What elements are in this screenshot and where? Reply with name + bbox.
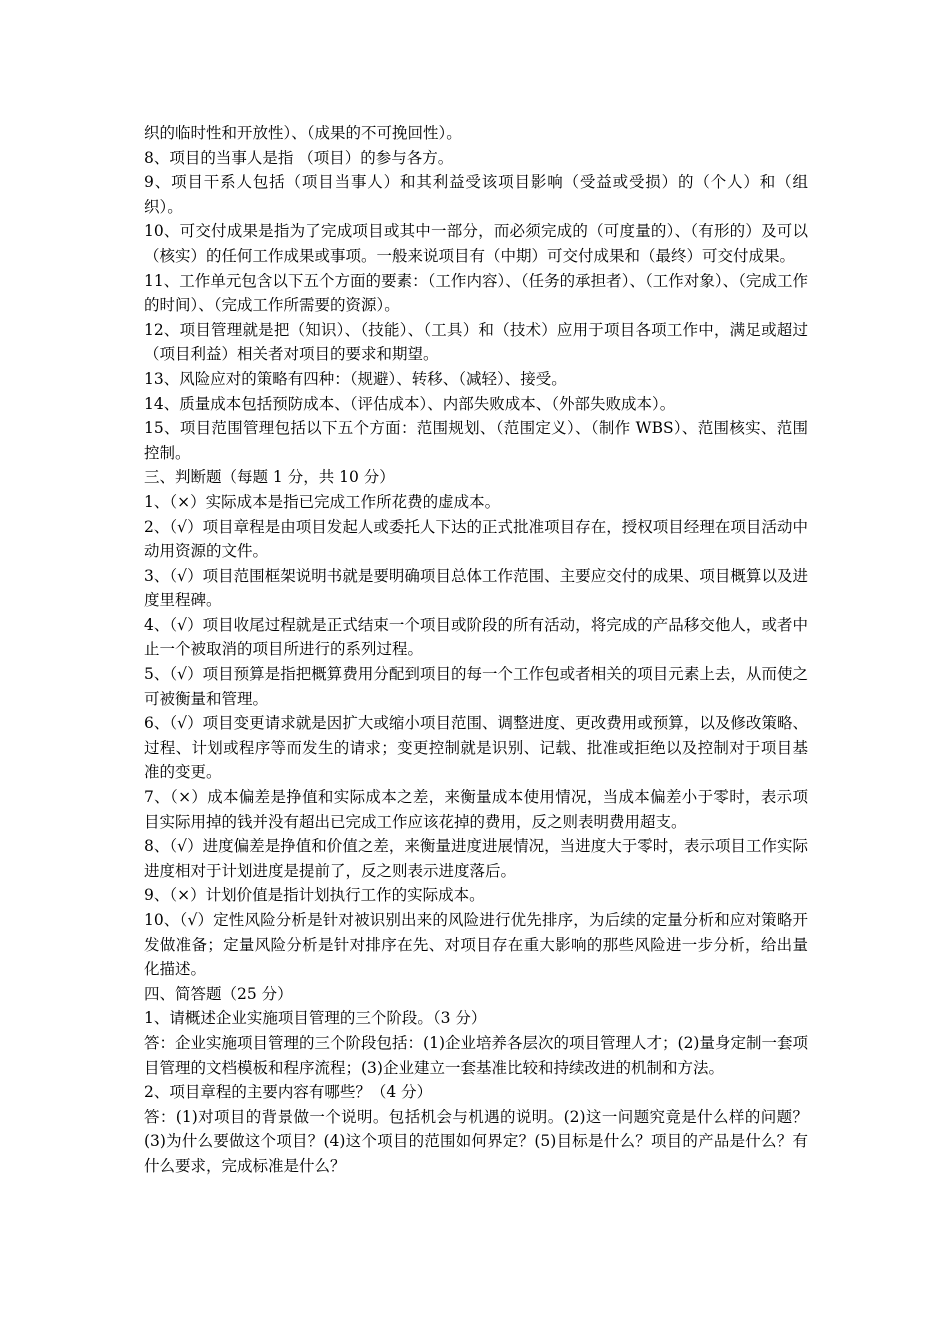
- paragraph-true-false-7: 7、（×）成本偏差是挣值和实际成本之差，来衡量成本使用情况，当成本偏差小于零时，表示项目实际用掉的钱并没有超出已完成工作应该花掉的费用，反之则表明费用超支。: [144, 788, 808, 831]
- paragraph-fill-blank-9: 9、项目干系人包括（项目当事人）和其利益受该项目影响（受益或受损）的（个人）和（组织）。: [144, 173, 808, 216]
- paragraph-question-1: 1、请概述企业实施项目管理的三个阶段。（3 分）: [144, 1009, 487, 1028]
- paragraph-true-false-3: 3、（√）项目范围框架说明书就是要明确项目总体工作范围、主要应交付的成果、项目概算以及进度里程碑。: [144, 566, 808, 610]
- document-page: [144, 121, 808, 1179]
- paragraph-fill-blank-14: 14、质量成本包括预防成本、（评估成本）、内部失败成本、（外部失败成本）。: [144, 394, 676, 413]
- paragraph-fill-blank-13: 13、风险应对的策略有四种：（规避）、转移、（减轻）、接受。: [144, 369, 567, 388]
- paragraph-fill-blank-11: 11、工作单元包含以下五个方面的要素：（工作内容）、（任务的承担者）、（工作对象）、（完成工作的时间）、（完成工作所需要的资源）。: [144, 271, 808, 315]
- paragraph-fill-blank-15: 15、项目范围管理包括以下五个方面：范围规划、（范围定义）、（制作 WBS）、范围核实、范围控制。: [144, 419, 808, 462]
- paragraph-fill-blank-10: 10、可交付成果是指为了完成项目或其中一部分，而必须完成的（可度量的）、（有形的）及可以（核实）的任何工作成果或事项。一般来说项目有（中期）可交付成果和（最终）可交付成果。: [144, 222, 808, 265]
- paragraph-answer-2: 答：(1)对项目的背景做一个说明。包括机会与机遇的说明。(2)这一问题究竟是什么样的问题？(3)为什么要做这个项目？(4)这个项目的范围如何界定？(5)目标是什么？项目的产品是什么？有什么要求，完成标准是什么？: [144, 1107, 808, 1175]
- paragraph-true-false-2: 2、（√）项目章程是由项目发起人或委托人下达的正式批准项目存在，授权项目经理在项目活动中动用资源的文件。: [144, 517, 808, 561]
- paragraph-true-false-9: 9、（×）计划价值是指计划执行工作的实际成本。: [144, 886, 485, 905]
- paragraph-fill-blank-12: 12、项目管理就是把（知识）、（技能）、（工具）和（技术）应用于项目各项工作中，满足或超过 （项目利益）相关者对项目的要求和期望。: [144, 320, 808, 364]
- paragraph-true-false-8: 8、（√）进度偏差是挣值和价值之差，来衡量进度进展情况，当进度大于零时，表示项目工作实际进度相对于计划进度是提前了，反之则表示进度落后。: [144, 837, 808, 880]
- paragraph-true-false-5: 5、（√）项目预算是指把概算费用分配到项目的每一个工作包或者相关的项目元素上去，从而使之可被衡量和管理。: [144, 665, 808, 708]
- paragraph-answer-1: 答：企业实施项目管理的三个阶段包括：(1)企业培养各层次的项目管理人才；(2)量身定制一套项目管理的文档模板和程序流程；(3)企业建立一套基准比较和持续改进的机制和方法。: [144, 1033, 808, 1077]
- section-heading-short-answer: 四、简答题（25 分）: [144, 984, 293, 1003]
- paragraph-true-false-1: 1、（×）实际成本是指已完成工作所花费的虚成本。: [144, 492, 501, 511]
- paragraph-item-traits-end: 织的临时性和开放性）、（成果的不可挽回性）。: [144, 124, 462, 142]
- section-heading-true-false: 三、判断题（每题 1 分，共 10 分）: [144, 468, 395, 487]
- paragraph-true-false-10: 10、（√）定性风险分析是针对被识别出来的风险进行优先排序，为后续的定量分析和应对策略开发做准备；定量风险分析是针对排序在先、对项目存在重大影响的那些风险进一步分析，给出量化描述。: [144, 911, 808, 979]
- paragraph-fill-blank-8: 8、项目的当事人是指 （项目）的参与各方。: [144, 148, 454, 167]
- paragraph-true-false-4: 4、（√）项目收尾过程就是正式结束一个项目或阶段的所有活动，将完成的产品移交他人，或者中止一个被取消的项目所进行的系列过程。: [144, 615, 808, 659]
- paragraph-true-false-6: 6、（√）项目变更请求就是因扩大或缩小项目范围、调整进度、更改费用或预算，以及修改策略、过程、计划或程序等而发生的请求；变更控制就是识别、记载、批准或拒绝以及控制对于项目基准的变更。: [144, 714, 808, 782]
- paragraph-question-2: 2、项目章程的主要内容有哪些？（4 分）: [144, 1083, 433, 1102]
